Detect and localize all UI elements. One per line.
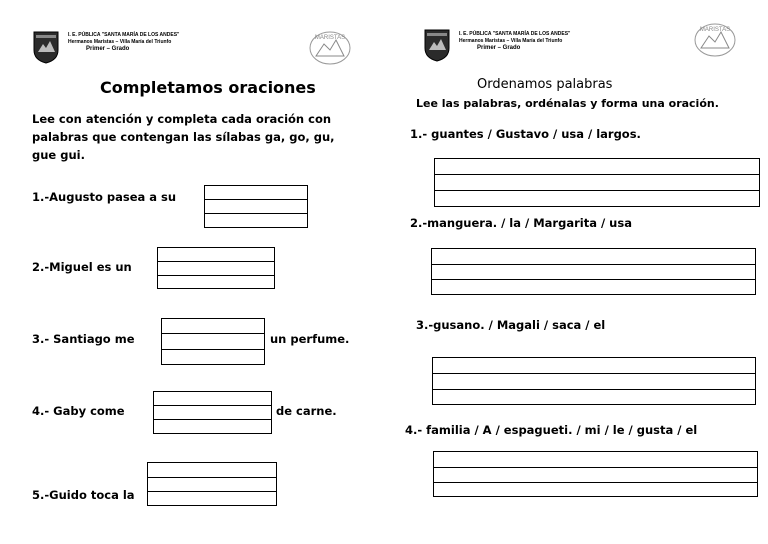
right-instruction: Lee las palabras, ordénalas y forma una oración.	[416, 97, 719, 110]
right-item-3-text: 3.-gusano. / Magali / saca / el	[416, 318, 606, 332]
right-item-3-answer-lines[interactable]	[432, 357, 756, 405]
left-item-5-text: 5.-Guido toca la	[32, 488, 135, 502]
school-shield-logo	[32, 30, 60, 64]
right-item-2-text: 2.-manguera. / la / Margarita / usa	[410, 216, 632, 230]
left-item-4-tail: de carne.	[276, 404, 337, 418]
school-grade: Primer – Grado	[86, 46, 130, 52]
school-subtitle-right: Hermanos Maristas – Villa María del Triunfo	[459, 38, 563, 44]
right-header	[421, 26, 761, 66]
right-item-4-answer-lines[interactable]	[433, 451, 758, 497]
left-instruction: Lee con atención y completa cada oración con palabras que contengan las sílabas ga, go, gu, gue gui.	[32, 112, 335, 162]
maristas-logo	[308, 30, 352, 66]
right-item-1-text: 1.- guantes / Gustavo / usa / largos.	[410, 127, 641, 141]
school-grade-right: Primer – Grado	[477, 45, 521, 51]
left-item-2-text: 2.-Miguel es un	[32, 260, 132, 274]
left-item-3-text: 3.- Santiago me	[32, 332, 135, 346]
school-name: I. E. PÚBLICA "SANTA MARÍA DE LOS ANDES"	[68, 32, 180, 38]
school-shield-logo-right	[423, 28, 451, 62]
maristas-logo-right	[693, 22, 737, 58]
right-title: Ordenamos palabras	[477, 77, 613, 92]
left-item-3-tail: un perfume.	[270, 332, 350, 346]
school-subtitle: Hermanos Maristas – Villa María del Triunfo	[68, 39, 172, 45]
maristas-logo-text: MARISTAS	[314, 35, 346, 41]
maristas-logo-text-right: MARISTAS	[699, 27, 731, 33]
left-item-1-text: 1.-Augusto pasea a su	[32, 190, 177, 204]
left-item-4-answer-lines[interactable]	[153, 391, 272, 434]
left-item-3-answer-lines[interactable]	[161, 318, 265, 365]
left-item-2-answer-lines[interactable]	[157, 247, 275, 289]
left-header	[30, 28, 360, 68]
right-item-4-text: 4.- familia / A / espagueti. / mi / le / gusta / el	[405, 423, 698, 437]
right-item-2-answer-lines[interactable]	[431, 248, 756, 295]
left-item-4-text: 4.- Gaby come	[32, 404, 125, 418]
left-item-5-answer-lines[interactable]	[147, 462, 277, 506]
left-item-1-answer-lines[interactable]	[204, 185, 308, 228]
right-item-1-answer-lines[interactable]	[434, 158, 760, 207]
school-name-right: I. E. PÚBLICA "SANTA MARÍA DE LOS ANDES"	[459, 31, 571, 37]
left-title: Completamos oraciones	[100, 78, 316, 97]
